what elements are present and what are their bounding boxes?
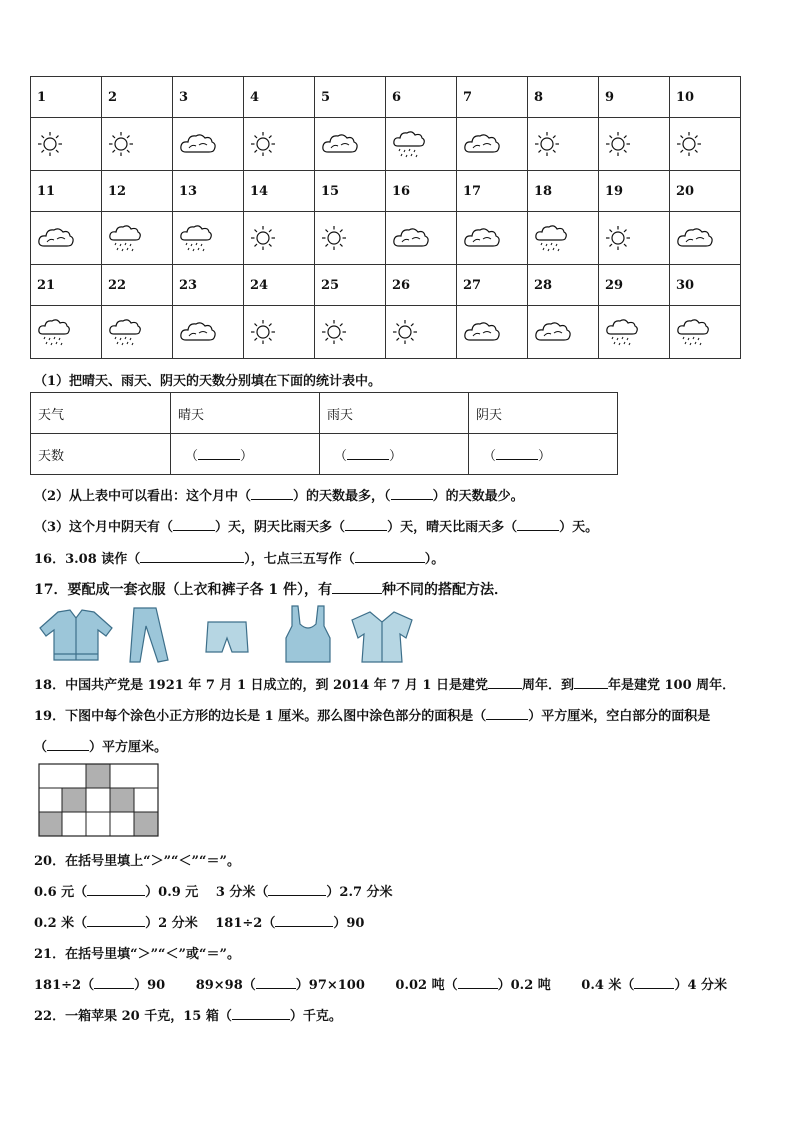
question-19: 19．下图中每个涂色小正方形的边长是 1 厘米。那么图中涂色部分的面积是（ ）平方厘米，空白部分的面积是 [34,709,711,724]
sun-icon [102,118,173,171]
calendar-day-number: 22 [102,265,173,306]
cloud-icon [173,306,244,359]
answer-blank[interactable] [574,676,608,689]
stats-header-cloudy: 阴天 [469,393,618,434]
calendar-day-number: 26 [386,265,457,306]
sun-icon [31,118,102,171]
calendar-day-number: 29 [599,265,670,306]
sun-icon [599,212,670,265]
paren-open: （ [334,448,348,464]
answer-blank[interactable] [256,976,296,989]
question-20-line1: 0.6 元（ ）0.9 元 3 分米（ ）2.7 分米 [34,885,393,900]
answer-blank[interactable] [332,581,382,594]
cloud-icon [457,306,528,359]
answer-blank[interactable] [488,676,522,689]
stats-header-weather: 天气 [31,393,171,434]
paren-close: ） [240,448,254,464]
calendar-day-number: 15 [315,171,386,212]
question-16: 16．3.08 读作（ ），七点三五写作（ ）。 [34,552,445,567]
sun-icon [244,118,315,171]
shorts-icon [206,622,248,652]
rain-icon [386,118,457,171]
stats-header-sunny: 晴天 [171,393,320,434]
answer-blank[interactable] [345,518,387,531]
stats-header-rainy: 雨天 [320,393,469,434]
calendar-day-number: 24 [244,265,315,306]
stats-blank-cloudy[interactable] [469,434,618,475]
calendar-day-number: 9 [599,77,670,118]
clothes-illustration [36,604,416,666]
jacket-icon [40,610,112,660]
answer-blank[interactable] [94,976,134,989]
question-20-title: 20．在括号里填上“＞”“＜”“＝”。 [34,854,240,869]
shaded-square [86,764,110,788]
answer-blank[interactable] [355,550,425,563]
question-18: 18．中国共产党是 1921 年 7 月 1 日成立的，到 2014 年 7 月 1 日是建党 周年．到 年是建党 100 周年． [34,678,736,693]
calendar-day-number: 18 [528,171,599,212]
sun-icon [315,212,386,265]
cloud-icon [315,118,386,171]
calendar-day-number: 11 [31,171,102,212]
calendar-day-number: 7 [457,77,528,118]
cloud-icon [31,212,102,265]
sun-icon [244,306,315,359]
rain-icon [670,306,741,359]
sun-icon [244,212,315,265]
calendar-day-number: 2 [102,77,173,118]
paren-close: ） [538,448,552,464]
cloud-icon [386,212,457,265]
answer-blank[interactable] [458,976,498,989]
question-17: 17．要配成一套衣服（上衣和裤子各 1 件），有 种不同的搭配方法． [34,582,508,598]
answer-blank[interactable] [173,518,215,531]
paren-open: （ [483,448,497,464]
rain-icon [31,306,102,359]
cloud-icon [457,212,528,265]
sun-icon [386,306,457,359]
answer-blank[interactable] [87,914,145,927]
rain-icon [102,212,173,265]
calendar-day-number: 30 [670,265,741,306]
calendar-day-number: 10 [670,77,741,118]
calendar-day-number: 21 [31,265,102,306]
calendar-day-number: 12 [102,171,173,212]
question-22: 22．一箱苹果 20 千克，15 箱（ ）千克。 [34,1009,342,1024]
shaded-square [62,788,86,812]
cloud-icon [457,118,528,171]
sun-icon [528,118,599,171]
sun-icon [315,306,386,359]
calendar-day-number: 20 [670,171,741,212]
shaded-square [110,788,134,812]
answer-blank[interactable] [486,707,528,720]
coat-icon [352,612,412,662]
calendar-day-number: 16 [386,171,457,212]
answer-blank[interactable] [268,883,326,896]
question-19-cont: （ ）平方厘米。 [34,740,168,755]
answer-blank[interactable] [232,1007,290,1020]
answer-blank[interactable] [634,976,674,989]
answer-blank[interactable] [87,883,145,896]
vest-icon [286,606,330,662]
sun-icon [599,118,670,171]
calendar-day-number: 13 [173,171,244,212]
stats-row-label: 天数 [31,434,171,475]
weather-calendar [30,76,741,359]
shaded-squares-figure [38,763,160,837]
answer-blank[interactable] [275,914,333,927]
stats-blank-sunny[interactable] [171,434,320,475]
calendar-day-number: 1 [31,77,102,118]
answer-blank[interactable] [251,487,293,500]
paren-close: ） [389,448,403,464]
calendar-day-number: 27 [457,265,528,306]
rain-icon [173,212,244,265]
stats-blank-rainy[interactable] [320,434,469,475]
calendar-day-number: 6 [386,77,457,118]
calendar-day-number: 5 [315,77,386,118]
calendar-day-number: 23 [173,265,244,306]
cloud-icon [173,118,244,171]
answer-blank[interactable] [517,518,559,531]
shaded-square [134,812,158,836]
sun-icon [670,118,741,171]
answer-blank[interactable] [47,738,89,751]
calendar-day-number: 17 [457,171,528,212]
question-1-prompt: （1）把晴天、雨天、阴天的天数分别填在下面的统计表中。 [34,374,382,389]
question-20-line2: 0.2 米（ ）2 分米 181÷2（ ）90 [34,916,365,931]
weather-stats-table [30,392,618,475]
paren-open: （ [185,448,199,464]
calendar-day-number: 28 [528,265,599,306]
answer-blank[interactable] [391,487,433,500]
calendar-day-number: 14 [244,171,315,212]
rain-icon [528,212,599,265]
cloud-icon [528,306,599,359]
question-21-line: 181÷2（ ）90 89×98（ ）97×100 0.02 吨（ ）0.2 吨 0.4 米（ ）4 分米 [34,978,728,993]
rain-icon [102,306,173,359]
rain-icon [599,306,670,359]
trousers-icon [130,608,168,662]
calendar-day-number: 25 [315,265,386,306]
shaded-square [39,812,62,836]
question-3: （3）这个月中阴天有（ ）天，阴天比雨天多（ ）天，晴天比雨天多（ ）天。 [34,520,599,535]
answer-blank[interactable] [140,550,244,563]
calendar-day-number: 8 [528,77,599,118]
cloud-icon [670,212,741,265]
question-2: （2）从上表中可以看出：这个月中（ ）的天数最多，（ ）的天数最少。 [34,489,524,504]
question-21-title: 21．在括号里填“＞”“＜”或“＝”。 [34,947,240,962]
calendar-day-number: 19 [599,171,670,212]
calendar-day-number: 4 [244,77,315,118]
calendar-day-number: 3 [173,77,244,118]
